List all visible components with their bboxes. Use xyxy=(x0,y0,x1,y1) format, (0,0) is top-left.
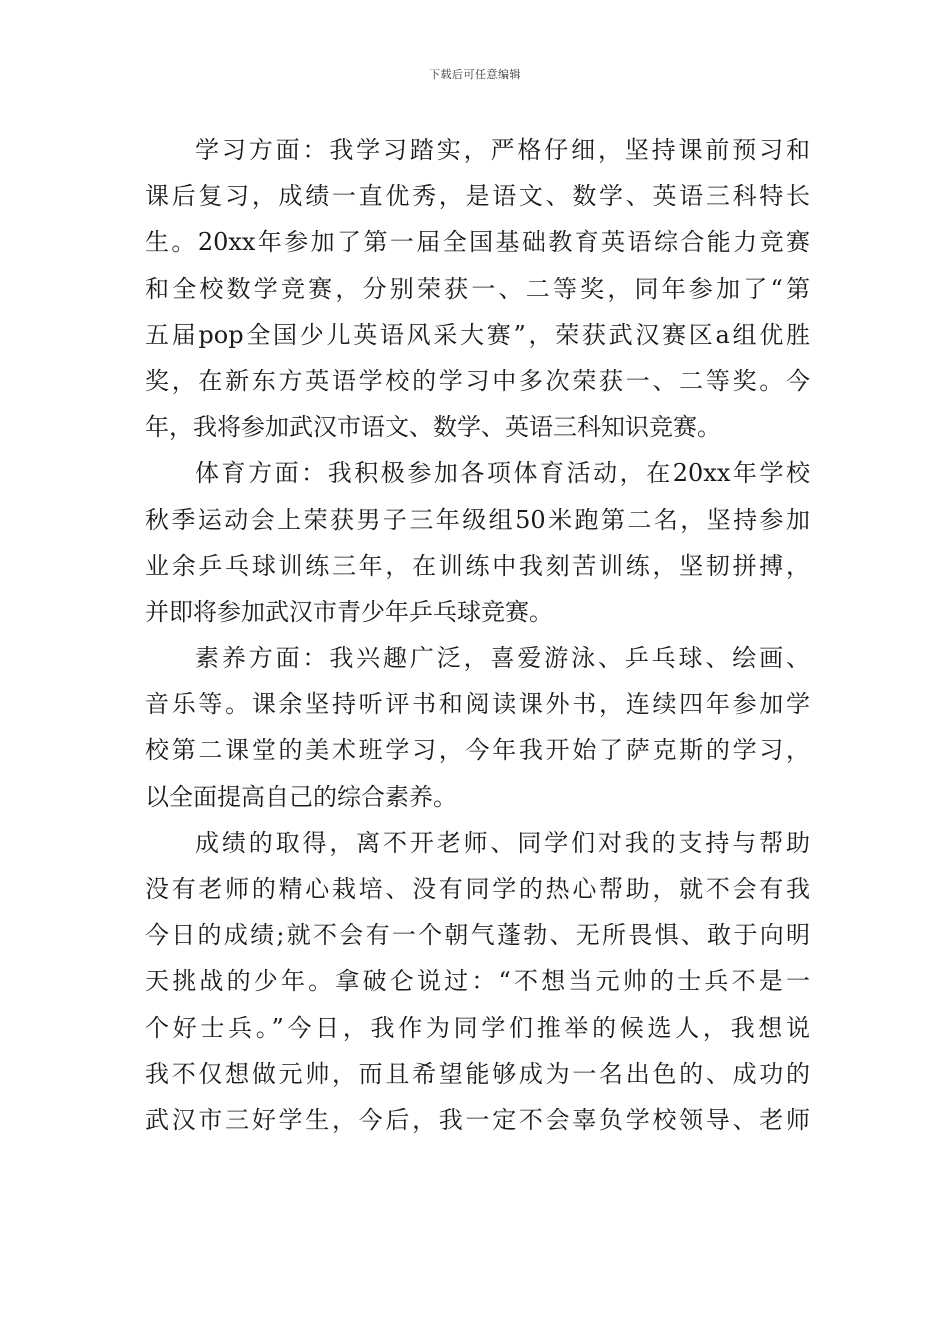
page-header: 下载后可任意编辑 xyxy=(429,68,521,81)
paragraph-1-line-1: 学习方面：我学习踏实，严格仔细，坚持课前预习和 xyxy=(195,136,810,164)
paragraph-3-line-1: 素养方面：我兴趣广泛，喜爱游泳、乒乓球、绘画、 xyxy=(195,644,810,673)
document-body xyxy=(145,127,810,1143)
paragraph-1-line-2: 课后复习，成绩一直优秀，是语文、数学、英语三科特长 xyxy=(145,182,810,211)
paragraph-1-line-6: 奖，在新东方英语学校的学习中多次荣获一、二等奖。今 xyxy=(145,366,810,395)
paragraph-3-line-2: 音乐等。课余坚持听评书和阅读课外书，连续四年参加学 xyxy=(145,690,810,719)
paragraph-4-line-7: 武汉市三好学生，今后，我一定不会辜负学校领导、老师 xyxy=(145,1105,810,1134)
paragraph-4-line-2: 没有老师的精心栽培、没有同学的热心帮助，就不会有我 xyxy=(145,875,810,903)
paragraph-4-line-4: 天挑战的少年。拿破仑说过：“不想当元帅的士兵不是一 xyxy=(145,967,810,996)
paragraph-1-line-7: 年，我将参加武汉市语文、数学、英语三科知识竞赛。 xyxy=(145,413,721,442)
paragraph-1-line-5: 五届pop全国少儿英语风采大赛”，荣获武汉赛区a组优胜 xyxy=(145,320,810,349)
paragraph-3-line-4: 以全面提高自己的综合素养。 xyxy=(145,782,457,811)
paragraph-3-line-3: 校第二课堂的美术班学习，今年我开始了萨克斯的学习， xyxy=(145,736,810,765)
paragraph-1-line-3: 生。20xx年参加了第一届全国基础教育英语综合能力竞赛 xyxy=(145,228,810,257)
paragraph-2-line-3: 业余乒乓球训练三年，在训练中我刻苦训练，坚韧拼搏， xyxy=(145,551,810,580)
paragraph-2-line-1: 体育方面：我积极参加各项体育活动，在20xx年学校 xyxy=(195,459,810,488)
paragraph-1-line-4: 和全校数学竞赛，分别荣获一、二等奖，同年参加了“第 xyxy=(145,274,810,303)
paragraph-2-line-2: 秋季运动会上荣获男子三年级组50米跑第二名，坚持参加 xyxy=(145,505,810,534)
paragraph-4-line-6: 我不仅想做元帅，而且希望能够成为一名出色的、成功的 xyxy=(145,1059,810,1088)
paragraph-4-line-3: 今日的成绩;就不会有一个朝气蓬勃、无所畏惧、敢于向明 xyxy=(145,921,810,950)
paragraph-4-line-1: 成绩的取得，离不开老师、同学们对我的支持与帮助 xyxy=(195,828,810,857)
paragraph-4-line-5: 个好士兵。”今日，我作为同学们推举的候选人，我想说 xyxy=(145,1013,810,1042)
paragraph-2-line-4: 并即将参加武汉市青少年乒乓球竞赛。 xyxy=(145,597,553,626)
